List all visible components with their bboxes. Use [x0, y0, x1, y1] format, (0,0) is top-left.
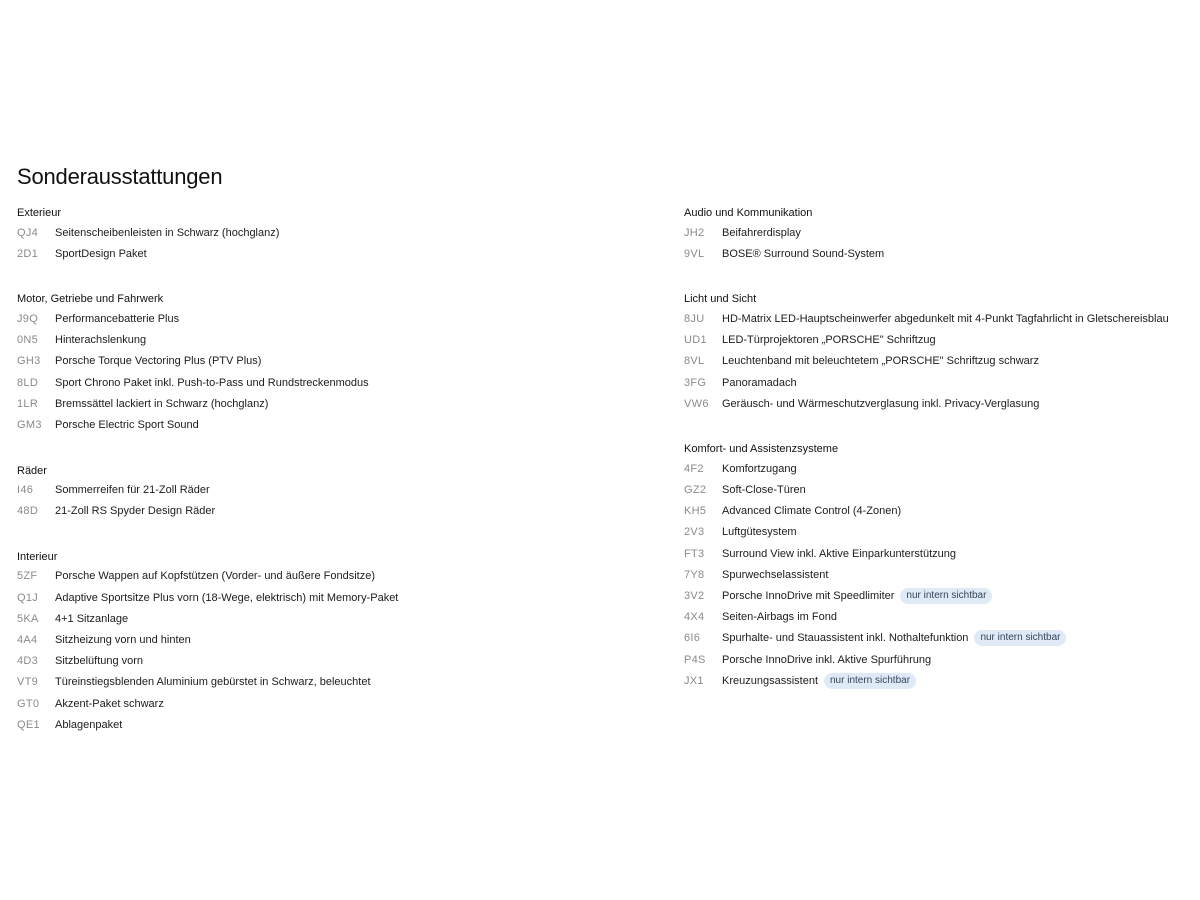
option-code: 0N5	[17, 334, 39, 347]
equipment-item	[17, 393, 657, 414]
option-code: FT3	[684, 547, 705, 560]
option-code: QJ4	[17, 226, 39, 239]
equipment-item	[684, 543, 1200, 564]
option-label: Ablagenpaket	[55, 718, 123, 731]
option-code: 5KA	[17, 612, 39, 625]
option-label: Seiten-Airbags im Fond	[722, 611, 837, 624]
option-label: Hinterachslenkung	[55, 334, 147, 347]
equipment-item	[17, 608, 657, 629]
option-code: 3FG	[684, 376, 707, 389]
equipment-item	[17, 587, 657, 608]
equipment-item	[684, 393, 1200, 414]
equipment-item	[684, 330, 1200, 351]
equipment-item	[684, 564, 1200, 585]
equipment-section	[17, 206, 657, 264]
option-code: 4D3	[17, 655, 39, 668]
page-title: Sonderausstattungen	[17, 164, 223, 189]
option-code: 4A4	[17, 634, 38, 647]
section-title: Interieur	[17, 550, 58, 563]
option-code: GZ2	[684, 484, 707, 497]
equipment-item	[17, 414, 657, 435]
option-label: Kreuzungsassistent	[722, 674, 818, 687]
equipment-section	[17, 550, 657, 736]
equipment-item	[17, 330, 657, 351]
section-title: Audio und Kommunikation	[684, 207, 813, 219]
equipment-item	[17, 566, 657, 587]
option-code: 4F2	[684, 462, 704, 475]
equipment-item	[17, 629, 657, 650]
equipment-item	[684, 522, 1200, 543]
option-label: BOSE® Surround Sound-System	[722, 247, 885, 260]
section-title: Exterieur	[17, 207, 62, 219]
option-code: 8VL	[684, 355, 705, 368]
option-label: Beifahrerdisplay	[722, 226, 801, 239]
equipment-item	[684, 243, 1200, 264]
equipment-item	[17, 372, 657, 393]
option-code: 4X4	[684, 611, 705, 624]
equipment-item	[684, 458, 1200, 479]
option-label: Performancebatterie Plus	[55, 312, 180, 325]
option-code: JH2	[684, 226, 705, 239]
equipment-item	[17, 351, 657, 372]
option-label: Porsche Electric Sport Sound	[55, 418, 199, 431]
option-code: J9Q	[17, 312, 39, 325]
option-code: GH3	[17, 355, 41, 368]
equipment-item	[684, 649, 1200, 670]
option-code: 5ZF	[17, 570, 38, 583]
equipment-section	[684, 206, 1200, 264]
section-title: Motor, Getriebe und Fahrwerk	[17, 293, 164, 306]
option-code: P4S	[684, 653, 706, 666]
option-code: 9VL	[684, 247, 705, 260]
option-code: 48D	[17, 505, 39, 518]
internal-visibility-badge: nur intern sichtbar	[900, 588, 992, 604]
equipment-item	[17, 222, 657, 243]
option-label: Advanced Climate Control (4-Zonen)	[722, 505, 902, 518]
option-label: Sommerreifen für 21-Zoll Räder	[55, 484, 210, 497]
option-code: 2V3	[684, 526, 705, 539]
equipment-item	[684, 351, 1200, 372]
equipment-item	[17, 651, 657, 672]
option-label: 4+1 Sitzanlage	[55, 612, 129, 625]
column-right	[684, 206, 1200, 719]
equipment-section	[17, 292, 657, 435]
option-label: Panoramadach	[722, 376, 797, 389]
equipment-section	[17, 464, 657, 522]
internal-visibility-badge: nur intern sichtbar	[824, 673, 916, 689]
option-label: Adaptive Sportsitze Plus vorn (18-Wege, elektrisch) mit Memory-Paket	[55, 591, 399, 604]
option-code: JX1	[684, 674, 704, 687]
option-code: UD1	[684, 334, 707, 347]
option-label: Soft-Close-Türen	[722, 484, 806, 497]
option-label: Türeinstiegsblenden Aluminium gebürstet in Schwarz, beleuchtet	[55, 676, 371, 689]
equipment-item	[684, 585, 1200, 606]
option-label: Luftgütesystem	[722, 526, 797, 539]
equipment-item	[17, 243, 657, 264]
option-label: Geräusch- und Wärmeschutzverglasung inkl. Privacy-Verglasung	[722, 397, 1040, 410]
option-code: 8JU	[684, 312, 705, 325]
option-code: 7Y8	[684, 568, 705, 581]
option-label: Bremssättel lackiert in Schwarz (hochglanz)	[55, 397, 269, 410]
option-code: QE1	[17, 718, 40, 731]
option-label: Sitzheizung vorn und hinten	[55, 634, 191, 647]
equipment-item	[17, 693, 657, 714]
equipment-item	[17, 672, 657, 693]
option-code: KH5	[684, 505, 707, 518]
equipment-item	[684, 480, 1200, 501]
option-label: Akzent-Paket schwarz	[55, 697, 164, 710]
equipment-item	[684, 628, 1200, 649]
section-title: Licht und Sicht	[684, 293, 757, 306]
equipment-section	[684, 292, 1200, 414]
option-label: Spurhalte- und Stauassistent inkl. Nothaltefunktion	[722, 632, 969, 645]
option-label: HD-Matrix LED-Hauptscheinwerfer abgedunkelt mit 4-Punkt Tagfahrlicht in Gletschereisblau	[722, 312, 1169, 325]
equipment-item	[684, 222, 1200, 243]
equipment-item	[684, 607, 1200, 628]
option-label: 21-Zoll RS Spyder Design Räder	[55, 505, 216, 518]
option-label: LED-Türprojektoren „PORSCHE" Schriftzug	[722, 334, 936, 347]
equipment-item	[17, 714, 657, 735]
option-code: GT0	[17, 697, 40, 710]
equipment-item	[684, 501, 1200, 522]
option-code: 3V2	[684, 590, 705, 603]
option-label: SportDesign Paket	[55, 247, 147, 260]
option-code: VW6	[684, 397, 709, 410]
option-code: I46	[17, 484, 34, 497]
option-label: Porsche InnoDrive inkl. Aktive Spurführung	[722, 653, 932, 666]
option-code: VT9	[17, 676, 39, 689]
option-label: Porsche Wappen auf Kopfstützen (Vorder- und äußere Fondsitze)	[55, 570, 375, 583]
option-code: GM3	[17, 418, 42, 431]
option-label: Porsche InnoDrive mit Speedlimiter	[722, 590, 895, 603]
section-title: Komfort- und Assistenzsysteme	[684, 443, 839, 456]
equipment-item	[17, 501, 657, 522]
section-title: Räder	[17, 464, 47, 477]
option-label: Sitzbelüftung vorn	[55, 655, 144, 668]
option-code: 1LR	[17, 397, 39, 410]
equipment-item	[684, 670, 1200, 691]
equipment-item	[17, 308, 657, 329]
option-code: 6I6	[684, 632, 701, 645]
option-label: Sport Chrono Paket inkl. Push-to-Pass und Rundstreckenmodus	[55, 376, 369, 389]
equipment-section	[684, 442, 1200, 691]
option-label: Leuchtenband mit beleuchtetem „PORSCHE" Schriftzug schwarz	[722, 355, 1039, 368]
option-label: Seitenscheibenleisten in Schwarz (hochglanz)	[55, 226, 280, 239]
option-code: 8LD	[17, 376, 39, 389]
option-code: 2D1	[17, 247, 39, 260]
internal-visibility-badge: nur intern sichtbar	[974, 630, 1066, 646]
equipment-item	[17, 480, 657, 501]
equipment-item	[684, 372, 1200, 393]
option-label: Komfortzugang	[722, 462, 797, 475]
option-code: Q1J	[17, 591, 39, 604]
option-label: Porsche Torque Vectoring Plus (PTV Plus)	[55, 355, 262, 368]
equipment-item	[684, 308, 1200, 329]
option-label: Spurwechselassistent	[722, 568, 829, 581]
option-label: Surround View inkl. Aktive Einparkunterstützung	[722, 547, 956, 560]
column-left	[17, 206, 657, 763]
